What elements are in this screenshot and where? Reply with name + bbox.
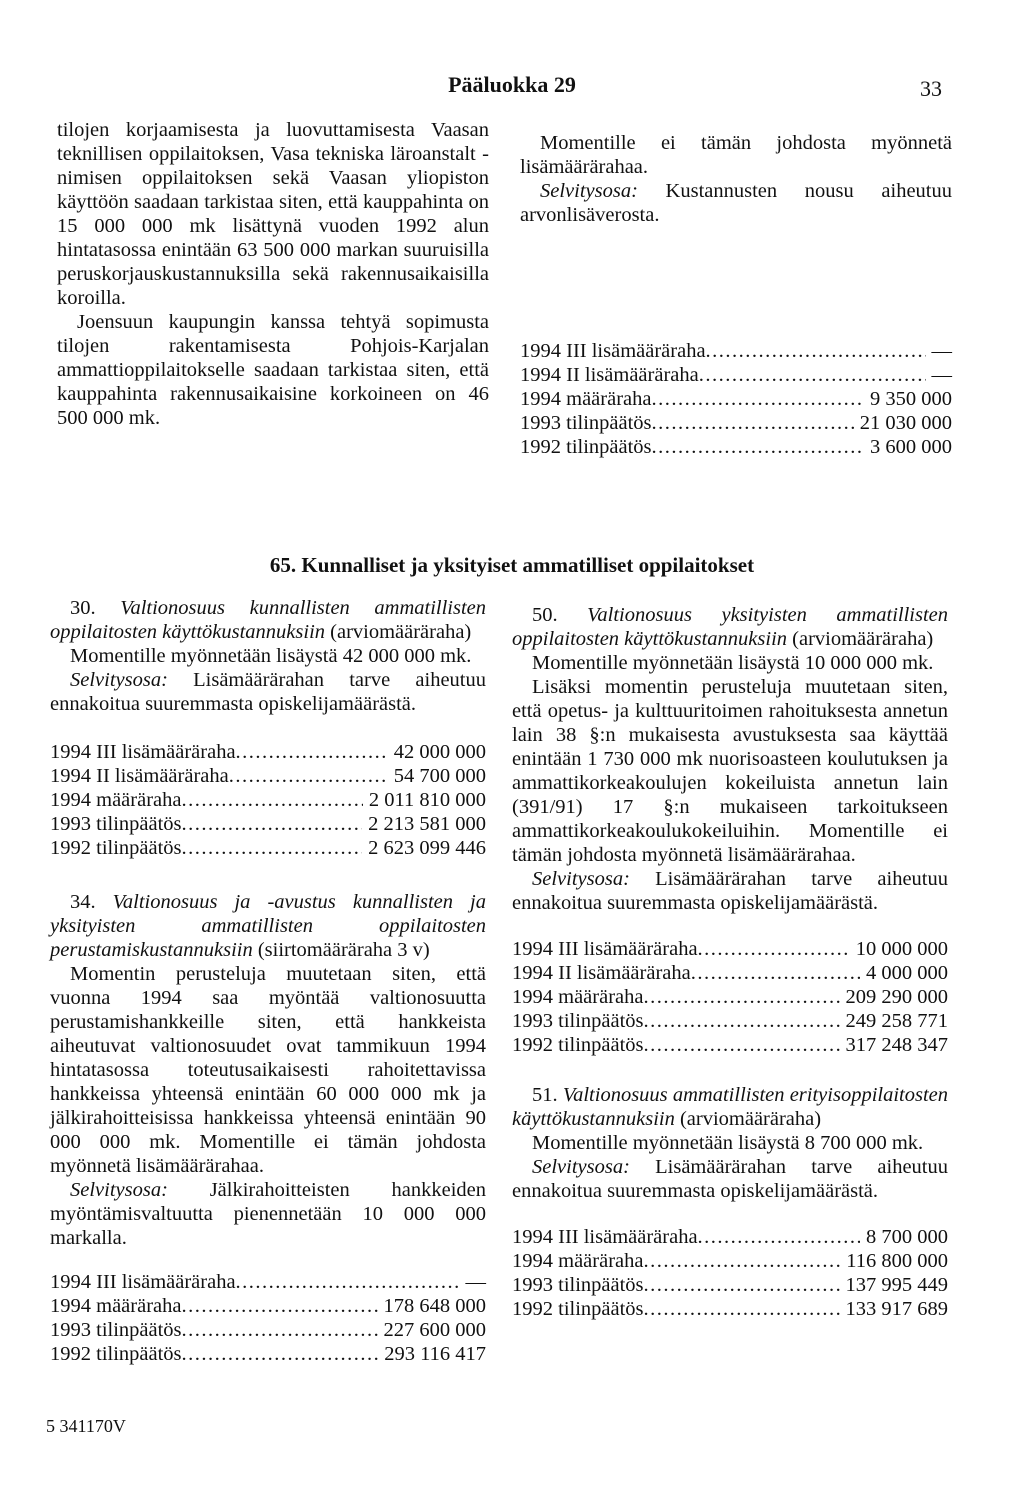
table-row: 1994 III lisämääräraha ..... —	[50, 1270, 486, 1294]
table-row: 1994 III lisämääräraha ..... 42 000 000	[50, 740, 486, 764]
table-row: 1993 tilinpäätös ..... 2 213 581 000	[50, 812, 486, 836]
paragraph: Selvitysosa: Lisämäärärahan tarve aiheutuu ennakoitua suuremmasta opiskelijamäärästä.	[50, 669, 486, 715]
table-row: 1993 tilinpäätös ..... 249 258 771	[512, 1009, 948, 1033]
selvitys-label: Selvitysosa:	[540, 180, 638, 202]
table-row: 1992 tilinpäätös ..... 293 116 417	[50, 1342, 486, 1366]
top-right-column	[520, 131, 952, 459]
table-row: 1994 III lisämääräraha ..... —	[520, 339, 952, 363]
paragraph: Momentille ei tämän johdosta myönnetä lisämäärärahaa.	[520, 132, 952, 178]
appropriation-table	[520, 339, 952, 459]
table-row: 1994 III lisämääräraha ..... 10 000 000	[512, 937, 948, 961]
paragraph: Momentille myönnetään lisäystä 10 000 000 mk.	[532, 652, 934, 674]
table-row: 1994 II lisämääräraha ..... —	[520, 363, 952, 387]
section-title: Kunnalliset ja yksityiset ammatilliset oppilaitokset	[301, 553, 755, 577]
table-row: 1994 määräraha ..... 2 011 810 000	[50, 788, 486, 812]
table-row: 1994 määräraha ..... 178 648 000	[50, 1294, 486, 1318]
moment-30	[50, 596, 486, 860]
bottom-left-column	[50, 596, 486, 1366]
appropriation-table	[512, 1225, 948, 1321]
paragraph	[520, 179, 952, 227]
table-row: 1993 tilinpäätös ..... 227 600 000	[50, 1318, 486, 1342]
moment-51	[512, 1083, 948, 1321]
top-left-column	[57, 118, 489, 430]
appropriation-table	[50, 1270, 486, 1366]
section-heading	[0, 553, 1024, 578]
table-row: 1994 II lisämääräraha ..... 4 000 000	[512, 961, 948, 985]
table-row: 1992 tilinpäätös ..... 2 623 099 446	[50, 836, 486, 860]
table-row: 1994 määräraha ..... 209 290 000	[512, 985, 948, 1009]
table-row: 1994 määräraha ..... 9 350 000	[520, 387, 952, 411]
paragraph: tilojen korjaamisesta ja luovuttamisesta Vaasan teknillisen oppilaitoksen, Vasa tekniska läroanstalt -nimisen oppilaitoksen sekä Vaasan yliopiston käyttöön saadaan tarkistaa siten, että kauppahinta on 15 000 000 mk lisättynä vuoden 1992 alun hintatasossa enintään 63 500 000 markan suuruisilla peruskorjauskustannuksilla sekä rakennusaikaisilla koroilla.	[57, 119, 489, 309]
paragraph: Selvitysosa: Jälkirahoitteisten hankkeiden myöntämisvaltuutta pienennetään 10 000 000 markalla.	[50, 1179, 486, 1249]
table-row: 1994 II lisämääräraha ..... 54 700 000	[50, 764, 486, 788]
table-row: 1994 määräraha ..... 116 800 000	[512, 1249, 948, 1273]
table-row: 1992 tilinpäätös ..... 133 917 689	[512, 1297, 948, 1321]
footer-code: 5 341170V	[46, 1416, 126, 1436]
table-row: 1993 tilinpäätös ..... 21 030 000	[520, 411, 952, 435]
moment-34	[50, 890, 486, 1366]
moment-title: 50. Valtionosuus yksityisten ammatillisten oppilaitosten käyttökustannuksiin (arviomääräraha)	[512, 604, 948, 650]
paragraph: Momentin perusteluja muutetaan siten, että vuonna 1994 saa myöntää valtionosuutta perustamishankkeille siten, että hankkeista aiheutuvat valtionosuudet ovat tammikuun 1994 hintatasossa toteutusaikaisesti rahoitettavissa hankkeissa yhteensä enintään 60 000 000 mk ja jälkirahoitteisissa hankkeissa yhteensä enintään 90 000 000 mk. Momentille ei tämän johdosta myönnetä lisämäärärahaa.	[50, 963, 486, 1177]
selvitys-text: Kustannusten nousu aiheutuu arvonlisäverosta.	[520, 180, 952, 226]
table-row: 1994 III lisämääräraha ..... 8 700 000	[512, 1225, 948, 1249]
moment-50	[512, 603, 948, 1057]
paragraph: Selvitysosa: Lisämäärärahan tarve aiheutuu ennakoitua suuremmasta opiskelijamäärästä.	[512, 1156, 948, 1202]
appropriation-table	[512, 937, 948, 1057]
section-number: 65.	[269, 553, 297, 577]
moment-title: 30. Valtionosuus kunnallisten ammatillisten oppilaitosten käyttökustannuksiin (arviomääräraha)	[50, 597, 487, 643]
paragraph: Lisäksi momentin perusteluja muutetaan siten, että opetus- ja kulttuuritoimen rahoituksesta annetun lain 38 §:n mukaisesta avustuksesta saa käyttää enintään 1 730 000 mk nuorisoasteen koulutuksen ja ammattikorkeakoulujen kokeiluista annetun lain (391/91) 17 §:n mukaiseen tarkoitukseen ammattikorkeakoulukokeiluihin. Momentille ei tämän johdosta myönnetä lisämäärärahaa.	[512, 676, 948, 866]
paragraph: Momentille myönnetään lisäystä 42 000 000 mk.	[70, 645, 472, 667]
paragraph: Selvitysosa: Lisämäärärahan tarve aiheutuu ennakoitua suuremmasta opiskelijamäärästä.	[512, 868, 948, 914]
table-row: 1992 tilinpäätös ..... 3 600 000	[520, 435, 952, 459]
paragraph: Momentille myönnetään lisäystä 8 700 000 mk.	[532, 1132, 924, 1154]
table-row: 1993 tilinpäätös ..... 137 995 449	[512, 1273, 948, 1297]
bottom-right-column	[512, 603, 948, 1321]
moment-title: 34. Valtionosuus ja -avustus kunnallisten ja yksityisten ammatillisten oppilaitosten perustamiskustannuksiin (siirtomääräraha 3 v)	[50, 891, 486, 961]
table-row: 1992 tilinpäätös ..... 317 248 347	[512, 1033, 948, 1057]
page-header-title: Pääluokka 29	[448, 72, 576, 97]
paragraph: Joensuun kaupungin kanssa tehtyä sopimusta tilojen rakentamisesta Pohjois-Karjalan ammattioppilaitokselle saadaan tarkistaa siten, että kauppahinta rakennusaikaisine korkoineen on 46 500 000 mk.	[57, 311, 489, 429]
moment-title: 51. Valtionosuus ammatillisten erityisoppilaitosten käyttökustannuksiin (arviomääräraha)	[512, 1084, 949, 1130]
appropriation-table	[50, 740, 486, 860]
page-number: 33	[920, 76, 942, 101]
